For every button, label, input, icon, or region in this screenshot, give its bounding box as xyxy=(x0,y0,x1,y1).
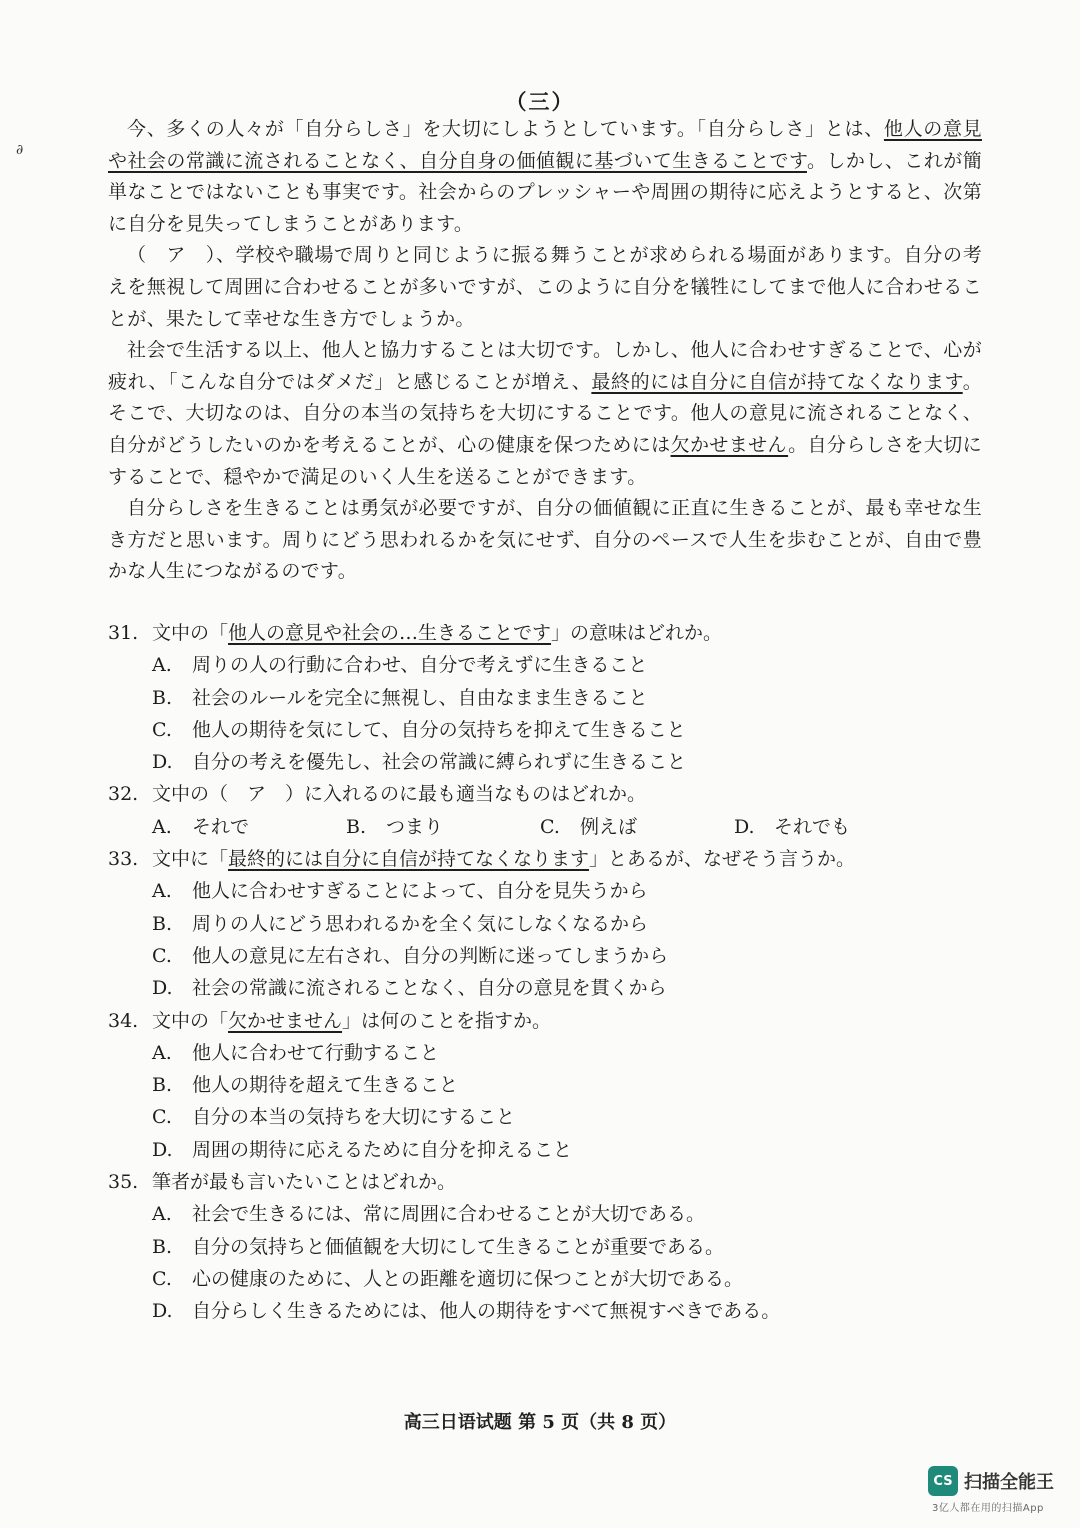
passage-paragraph-1: 今、多くの人々が「自分らしさ」を大切にしようとしています。「自分らしさ」とは、他人の意見や社会の常識に流されることなく、自分自身の価値観に基づいて生きることです。しかし、これが簡単なことではないことも事実です。社会からのプレッシャーや周囲の期待に応えようとすると、次第に自分を見失ってしまうことがあります。 xyxy=(108,118,982,235)
watermark-app-name: 扫描全能王 xyxy=(964,1472,1054,1493)
section-title: （三） xyxy=(505,89,575,114)
question-stem: 31. 文中の「他人の意見や社会の…生きることです」の意味はどれか。 xyxy=(108,617,1008,649)
option-a: A. 他人に合わせすぎることによって、自分を見失うから xyxy=(152,880,648,903)
option-c: C. 他人の意見に左右され、自分の判断に迷ってしまうから xyxy=(152,944,669,967)
question-stem: 35. 筆者が最も言いたいことはどれか。 xyxy=(108,1166,1008,1198)
option-d: D. 周囲の期待に応えるために自分を抑えること xyxy=(152,1138,573,1161)
passage-paragraph-4: 自分らしさを生きることは勇気が必要ですが、自分の価値観に正直に生きることが、最も幸せな生き方だと思います。周りにどう思われるかを気にせず、自分のペースで人生を歩むことが、自由で豊かな人生につながるのです。 xyxy=(108,497,982,583)
underlined-phrase-q34: 欠かせません xyxy=(670,433,789,456)
option-b: B. 周りの人にどう思われるかを全く気にしなくなるから xyxy=(152,912,649,935)
option-c: C. 心の健康のために、人との距離を適切に保つことが大切である。 xyxy=(152,1267,744,1290)
option-c: C. 例えば xyxy=(540,815,638,838)
option-a: A. 社会で生きるには、常に周囲に合わせることが大切である。 xyxy=(152,1203,706,1226)
camscanner-logo-icon: CS xyxy=(928,1466,958,1496)
option-d: D. 自分らしく生きるためには、他人の期待をすべて無視すべきである。 xyxy=(152,1300,781,1323)
question-stem: 32. 文中の（ ア ）に入れるのに最も適当なものはどれか。 xyxy=(108,778,1008,810)
option-b: B. つまり xyxy=(346,815,444,838)
option-row xyxy=(108,811,1008,843)
question-33 xyxy=(108,843,1008,1004)
reading-passage xyxy=(108,114,982,588)
page-footer: 高三日语试题 第 5 页（共 8 页） xyxy=(403,1412,677,1433)
question-list xyxy=(108,617,1008,1328)
option-d: D. それでも xyxy=(734,815,851,838)
option-a: A. 周りの人の行動に合わせ、自分で考えずに生きること xyxy=(152,654,648,677)
option-b: B. 社会のルールを完全に無視し、自由なまま生きること xyxy=(152,686,648,709)
quoted-phrase: 他人の意見や社会の…生きることです xyxy=(228,622,552,644)
question-number: 32. xyxy=(108,783,139,806)
underlined-phrase-q31: 他人の意見や社会の常識に流されることなく、自分自身の価値観に基づいて生きることです xyxy=(108,118,982,172)
option-c: C. 自分の本当の気持ちを大切にすること xyxy=(152,1106,516,1129)
watermark-tagline: 3亿人都在用的扫描App xyxy=(932,1503,1044,1514)
question-stem: 34. 文中の「欠かせません」は何のことを指すか。 xyxy=(108,1005,1008,1037)
question-number: 31. xyxy=(108,622,139,644)
question-32 xyxy=(108,778,1008,843)
quoted-phrase: 欠かせません xyxy=(228,1009,343,1032)
passage-paragraph-3: 社会で生活する以上、他人と協力することは大切です。しかし、他人に合わせすぎることで、心が疲れ、「こんな自分ではダメだ」と感じることが増え、最終的には自分に自信が持てなくなります。そこで、大切なのは、自分の本当の気持ちを大切にすることです。他人の意見に流されることなく、自分がどうしたいのかを考えることが、心の健康を保つためには欠かせません。自分らしさを大切にすることで、穏やかで満足のいく人生を送ることができます。 xyxy=(108,339,983,488)
question-number: 34. xyxy=(108,1009,139,1032)
passage-paragraph-2: （ ア ）、学校や職場で周りと同じように振る舞うことが求められる場面があります。自分の考えを無視して周囲に合わせることが多いですが、このように自分を犠牲にしてまで他人に合わせることが、果たして幸せな生き方でしょうか。 xyxy=(108,244,982,330)
question-34 xyxy=(108,1005,1008,1166)
question-31 xyxy=(108,617,1008,778)
scanner-watermark xyxy=(928,1466,1068,1512)
option-d: D. 自分の考えを優先し、社会の常識に縛られずに生きること xyxy=(152,751,687,774)
option-d: D. 社会の常識に流されることなく、自分の意見を貫くから xyxy=(152,977,667,1000)
option-b: B. 他人の期待を超えて生きること xyxy=(152,1074,459,1097)
option-b: B. 自分の気持ちと価値観を大切にして生きることが重要である。 xyxy=(152,1235,725,1258)
question-number: 35. xyxy=(108,1171,139,1194)
option-a: A. 他人に合わせて行動すること xyxy=(152,1041,440,1064)
option-a: A. それで xyxy=(152,815,250,838)
question-number: 33. xyxy=(108,848,139,871)
underlined-phrase-q33: 最終的には自分に自信が持てなくなります xyxy=(591,370,963,393)
option-c: C. 他人の期待を気にして、自分の気持ちを抑えて生きること xyxy=(152,718,686,741)
quoted-phrase: 最終的には自分に自信が持てなくなります xyxy=(228,848,590,871)
question-stem: 33. 文中に「最終的には自分に自信が持てなくなります」とあるが、なぜそう言うか。 xyxy=(108,843,1008,875)
question-35 xyxy=(108,1166,1008,1327)
stray-pen-mark: ∂ xyxy=(16,142,24,158)
